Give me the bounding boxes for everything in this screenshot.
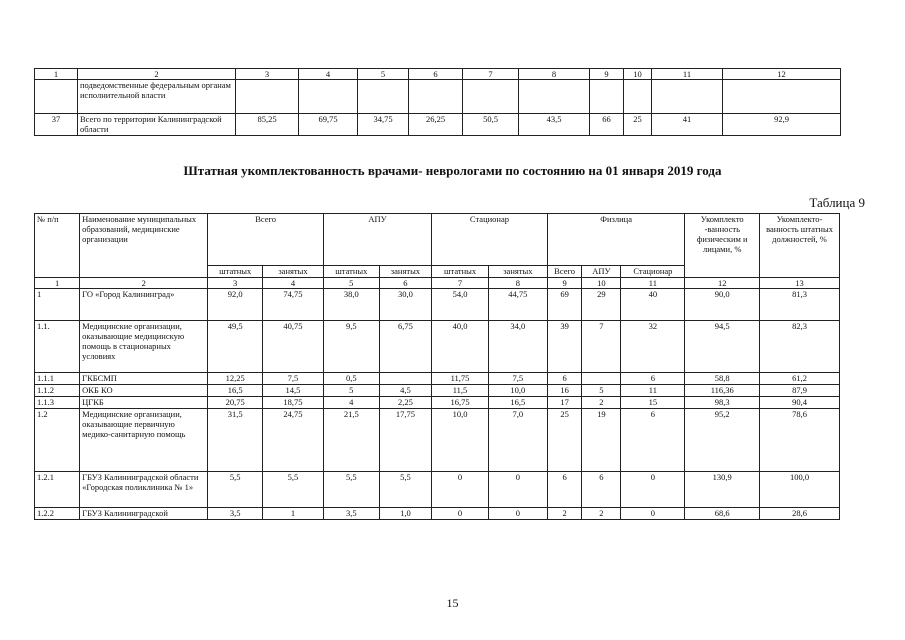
column-number: 5 xyxy=(323,278,379,289)
table-cell xyxy=(519,80,590,114)
table-cell: 5,5 xyxy=(263,472,324,508)
row-name-cell: Всего по территории Калининградской области xyxy=(78,114,236,136)
table-cell: 116,36 xyxy=(685,385,760,397)
table-cell: 24,75 xyxy=(263,409,324,472)
table-cell: 43,5 xyxy=(519,114,590,136)
table-cell: 0 xyxy=(488,472,547,508)
table-cell: 0 xyxy=(621,508,685,520)
subheader-shtatnyh: штатных xyxy=(323,266,379,278)
table-cell xyxy=(236,80,299,114)
subheader-zanyatyh: занятых xyxy=(263,266,324,278)
table-cell: 6 xyxy=(621,409,685,472)
table-cell: 92,0 xyxy=(208,289,263,321)
table-cell: 0 xyxy=(432,508,489,520)
table-cell: 28,6 xyxy=(760,508,840,520)
table-cell xyxy=(723,80,841,114)
table-cell: 5,5 xyxy=(208,472,263,508)
subheader-zanyatyh: занятых xyxy=(488,266,547,278)
table-cell: 6 xyxy=(547,472,582,508)
column-number: 7 xyxy=(463,69,519,80)
table-cell: 130,9 xyxy=(685,472,760,508)
staffing-table xyxy=(34,213,840,520)
table-cell: 16,5 xyxy=(488,397,547,409)
row-number-cell: 1.2.2 xyxy=(35,508,80,520)
row-number-cell: 1.2.1 xyxy=(35,472,80,508)
table-cell: 5 xyxy=(323,385,379,397)
table-row xyxy=(35,373,840,385)
table-cell: 74,75 xyxy=(263,289,324,321)
table-cell: 34,75 xyxy=(358,114,409,136)
column-number: 9 xyxy=(547,278,582,289)
column-number: 11 xyxy=(652,69,723,80)
table-cell: 78,6 xyxy=(760,409,840,472)
table-cell xyxy=(409,80,463,114)
table-cell: 3,5 xyxy=(208,508,263,520)
table-cell: 17 xyxy=(547,397,582,409)
row-name-cell: ОКБ КО xyxy=(80,385,208,397)
column-number: 12 xyxy=(685,278,760,289)
column-number: 12 xyxy=(723,69,841,80)
table-row xyxy=(35,80,841,114)
row-number-cell: 1.1.1 xyxy=(35,373,80,385)
table-cell xyxy=(582,373,621,385)
table-cell: 19 xyxy=(582,409,621,472)
table-cell: 82,3 xyxy=(760,321,840,373)
table-cell: 6 xyxy=(621,373,685,385)
column-number: 3 xyxy=(208,278,263,289)
table-cell: 2 xyxy=(582,397,621,409)
subheader-stacionar: Стационар xyxy=(621,266,685,278)
page-number: 15 xyxy=(446,596,459,610)
column-number: 6 xyxy=(379,278,432,289)
top-table xyxy=(34,68,841,136)
table-row xyxy=(35,508,840,520)
table-cell xyxy=(590,80,624,114)
table-cell: 34,0 xyxy=(488,321,547,373)
table-cell: 50,5 xyxy=(463,114,519,136)
column-number: 6 xyxy=(409,69,463,80)
table-cell: 49,5 xyxy=(208,321,263,373)
subheader-apu: АПУ xyxy=(582,266,621,278)
table-cell xyxy=(299,80,358,114)
table-cell: 2,25 xyxy=(379,397,432,409)
table-cell: 0,5 xyxy=(323,373,379,385)
table-cell: 100,0 xyxy=(760,472,840,508)
table-cell: 6 xyxy=(547,373,582,385)
row-number-cell: 1.2 xyxy=(35,409,80,472)
header-row-1 xyxy=(35,214,840,266)
row-name-cell: ГКБСМП xyxy=(80,373,208,385)
table-cell: 16,5 xyxy=(208,385,263,397)
row-number-cell: 1.1.2 xyxy=(35,385,80,397)
table-cell: 1 xyxy=(263,508,324,520)
table-cell: 61,2 xyxy=(760,373,840,385)
table-cell: 32 xyxy=(621,321,685,373)
column-number: 10 xyxy=(582,278,621,289)
table-cell: 5 xyxy=(582,385,621,397)
table-cell: 41 xyxy=(652,114,723,136)
table-cell: 25 xyxy=(624,114,652,136)
table-cell: 10,0 xyxy=(488,385,547,397)
table-cell: 87,9 xyxy=(760,385,840,397)
column-number: 2 xyxy=(80,278,208,289)
header-fizlica: Физлица xyxy=(547,214,685,266)
table-cell: 69 xyxy=(547,289,582,321)
table-cell: 90,0 xyxy=(685,289,760,321)
column-number: 10 xyxy=(624,69,652,80)
table-cell: 94,5 xyxy=(685,321,760,373)
table-cell: 95,2 xyxy=(685,409,760,472)
header-total: Всего xyxy=(208,214,324,266)
table-cell: 7,0 xyxy=(488,409,547,472)
table-cell: 29 xyxy=(582,289,621,321)
table-cell: 11,5 xyxy=(432,385,489,397)
table-cell: 7,5 xyxy=(263,373,324,385)
table-cell: 66 xyxy=(590,114,624,136)
column-number: 1 xyxy=(35,278,80,289)
table-cell: 25 xyxy=(547,409,582,472)
table-row xyxy=(35,321,840,373)
table-cell: 40,75 xyxy=(263,321,324,373)
subheader-zanyatyh: занятых xyxy=(379,266,432,278)
table-cell: 20,75 xyxy=(208,397,263,409)
table-cell: 17,75 xyxy=(379,409,432,472)
table-cell: 6 xyxy=(582,472,621,508)
table-cell: 37 xyxy=(35,114,78,136)
table-cell: 15 xyxy=(621,397,685,409)
table-cell xyxy=(35,80,78,114)
table-cell xyxy=(379,373,432,385)
table-cell: 2 xyxy=(582,508,621,520)
table-cell: 3,5 xyxy=(323,508,379,520)
table-cell: 0 xyxy=(432,472,489,508)
table-cell xyxy=(652,80,723,114)
table-row xyxy=(35,472,840,508)
column-number: 13 xyxy=(760,278,840,289)
row-name-cell: ГБУЗ Калининградской xyxy=(80,508,208,520)
table-cell: 44,75 xyxy=(488,289,547,321)
table-cell: 40,0 xyxy=(432,321,489,373)
column-number: 3 xyxy=(236,69,299,80)
table-cell xyxy=(358,80,409,114)
table-cell: 90,4 xyxy=(760,397,840,409)
table-cell: 68,6 xyxy=(685,508,760,520)
table-cell: 69,75 xyxy=(299,114,358,136)
table-cell: 2 xyxy=(547,508,582,520)
table-row xyxy=(35,114,841,136)
table-cell: 16,75 xyxy=(432,397,489,409)
column-number: 8 xyxy=(488,278,547,289)
table-cell: 11,75 xyxy=(432,373,489,385)
column-number-row xyxy=(35,69,841,80)
table-cell: 21,5 xyxy=(323,409,379,472)
row-name-cell: ГО «Город Калининград» xyxy=(80,289,208,321)
subheader-vsego: Всего xyxy=(547,266,582,278)
table-cell: 9,5 xyxy=(323,321,379,373)
table-row xyxy=(35,397,840,409)
table-cell: 58,8 xyxy=(685,373,760,385)
table-cell xyxy=(624,80,652,114)
table-cell: 40 xyxy=(621,289,685,321)
table-cell: 98,3 xyxy=(685,397,760,409)
column-number: 11 xyxy=(621,278,685,289)
row-name-cell: Медицинские организации, оказывающие медицинскую помощь в стационарных условиях xyxy=(80,321,208,373)
header-stacionar: Стационар xyxy=(432,214,548,266)
header-apu: АПУ xyxy=(323,214,431,266)
table-cell: 38,0 xyxy=(323,289,379,321)
row-name-cell: подведомственные федеральным органам исполнительной власти xyxy=(78,80,236,114)
row-name-cell: Медицинские организации, оказывающие первичную медико-санитарную помощь xyxy=(80,409,208,472)
table-cell: 12,25 xyxy=(208,373,263,385)
column-number-row xyxy=(35,278,840,289)
document-title: Штатная укомплектованность врачами- неврологами по состоянию на 01 января 2019 года xyxy=(183,163,722,178)
table-cell: 0 xyxy=(621,472,685,508)
table-cell: 0 xyxy=(488,508,547,520)
row-number-cell: 1 xyxy=(35,289,80,321)
column-number: 9 xyxy=(590,69,624,80)
row-name-cell: ГБУЗ Калининградской области «Городская поликлиника № 1» xyxy=(80,472,208,508)
table-cell: 31,5 xyxy=(208,409,263,472)
table-cell: 6,75 xyxy=(379,321,432,373)
table-cell: 54,0 xyxy=(432,289,489,321)
column-number: 4 xyxy=(263,278,324,289)
table-cell: 5,5 xyxy=(379,472,432,508)
table-row xyxy=(35,385,840,397)
header-name: Наименование муниципальных образований, медицинские организации xyxy=(80,214,208,278)
table-cell xyxy=(463,80,519,114)
column-number: 8 xyxy=(519,69,590,80)
table-cell: 18,75 xyxy=(263,397,324,409)
table-cell: 5,5 xyxy=(323,472,379,508)
header-ukompl-sht: Укомплекто-ванность штатных должностей, % xyxy=(760,214,840,278)
column-number: 2 xyxy=(78,69,236,80)
table-cell: 10,0 xyxy=(432,409,489,472)
table-cell: 11 xyxy=(621,385,685,397)
row-number-cell: 1.1. xyxy=(35,321,80,373)
column-number: 5 xyxy=(358,69,409,80)
table-cell: 39 xyxy=(547,321,582,373)
subheader-shtatnyh: штатных xyxy=(432,266,489,278)
table-cell: 4 xyxy=(323,397,379,409)
table-cell: 16 xyxy=(547,385,582,397)
table-cell: 1,0 xyxy=(379,508,432,520)
table-cell: 26,25 xyxy=(409,114,463,136)
table-row xyxy=(35,409,840,472)
header-num: № п/п xyxy=(35,214,80,278)
row-name-cell: ЦГКБ xyxy=(80,397,208,409)
table-cell: 81,3 xyxy=(760,289,840,321)
row-number-cell: 1.1.3 xyxy=(35,397,80,409)
table-cell: 7 xyxy=(582,321,621,373)
table-cell: 85,25 xyxy=(236,114,299,136)
subheader-shtatnyh: штатных xyxy=(208,266,263,278)
table-cell: 92,9 xyxy=(723,114,841,136)
header-ukompl-fiz: Укомплекто -ванность физическим и лицами, % xyxy=(685,214,760,278)
column-number: 1 xyxy=(35,69,78,80)
table-cell: 4,5 xyxy=(379,385,432,397)
table-cell: 30,0 xyxy=(379,289,432,321)
column-number: 7 xyxy=(432,278,489,289)
table-caption: Таблица 9 xyxy=(809,195,865,210)
table-row xyxy=(35,289,840,321)
table-cell: 14,5 xyxy=(263,385,324,397)
column-number: 4 xyxy=(299,69,358,80)
table-cell: 7,5 xyxy=(488,373,547,385)
